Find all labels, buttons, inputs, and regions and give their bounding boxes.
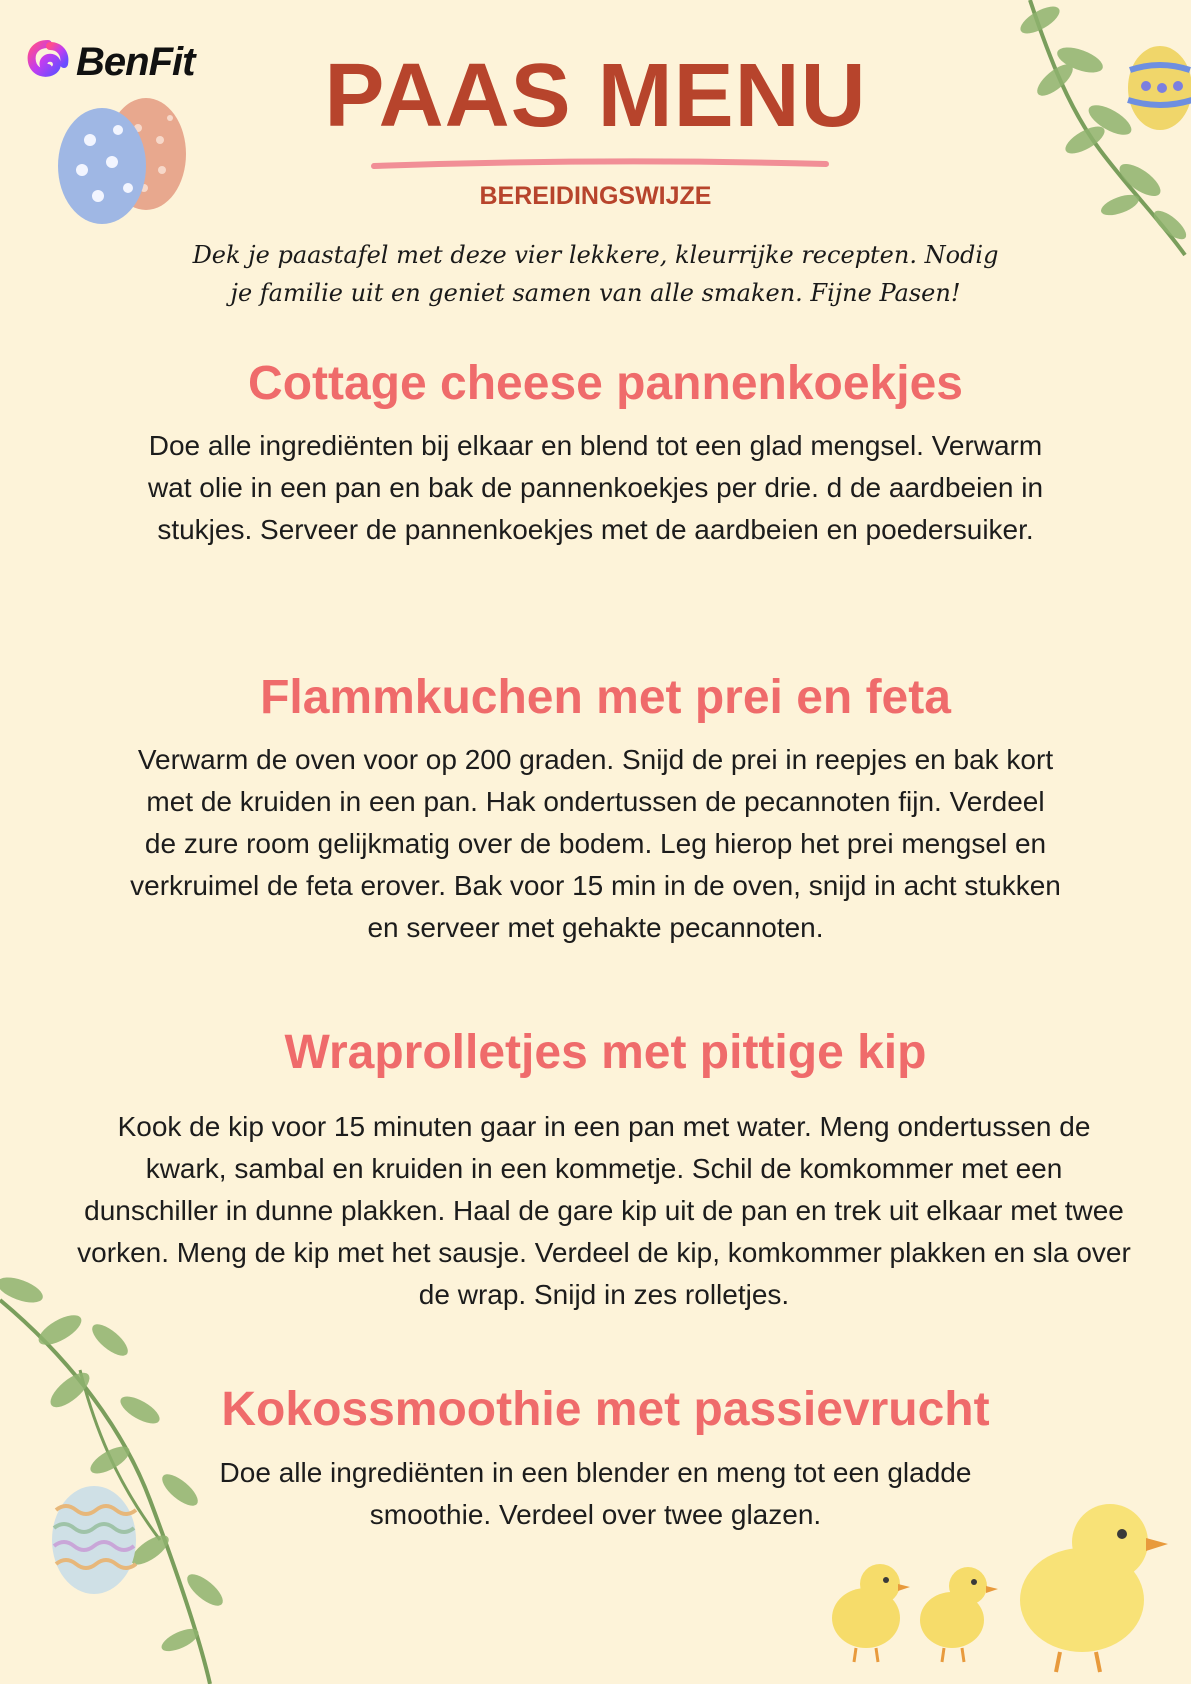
painted-egg-illustration xyxy=(0,1270,240,1684)
page-title: PAAS MENU xyxy=(324,46,867,146)
brand-name: BenFit xyxy=(76,39,195,84)
recipe-instructions: Doe alle ingrediënten in een blender en meng tot een gladde smoothie. Verdeel over twee glazen. xyxy=(219,1457,972,1530)
recipe-instructions: Doe alle ingrediënten bij elkaar en blend tot een glad mengsel. Verwarm wat olie in een pan en bak de pannenkoekjes per drie. d de aardbeien in stukjes. Serveer de pannenkoekjes met de aardbeien en poedersuiker. xyxy=(147,430,1044,545)
recipe-instructions: Verwarm de oven voor op 200 graden. Snijd de prei in reepjes en bak kort met de kruiden in een pan. Hak ondertussen de pecannoten fijn. Verdeel de zure room gelijkmatig over de bodem. Leg hierop het prei mengsel en verkruimel de feta erover. Bak voor 15 min in de oven, snijd in acht stukken en serveer met gehakte pecannoten. xyxy=(130,744,1061,943)
recipe-instructions: Kook de kip voor 15 minuten gaar in een pan met water. Meng ondertussen de kwark, sambal en kruiden in een kommetje. Schil de komkommer met een dunschiller in dunne plakken. Haal de gare kip uit de pan en trek uit elkaar met twee vorken. Meng de kip met het sausje. Verdeel de kip, komkommer plakken en sla over de wrap. Snijd in zes rolletjes. xyxy=(77,1111,1131,1310)
intro-text: Dek je paastafel met deze vier lekkere, kleurrijke recepten. Nodig je familie uit en geniet samen van alle smaken. Fijne Pasen! xyxy=(192,241,999,307)
title-underline xyxy=(370,158,830,172)
chicks-illustration xyxy=(820,1490,1170,1680)
recipe-title: Kokossmoothie met passievrucht xyxy=(221,1383,990,1436)
recipe-title: Flammkuchen met prei en feta xyxy=(260,671,951,724)
recipe-title: Wraprolletjes met pittige kip xyxy=(284,1026,927,1079)
recipe-title: Cottage cheese pannenkoekjes xyxy=(248,357,963,410)
page-subtitle: BEREIDINGSWIJZE xyxy=(479,182,712,210)
